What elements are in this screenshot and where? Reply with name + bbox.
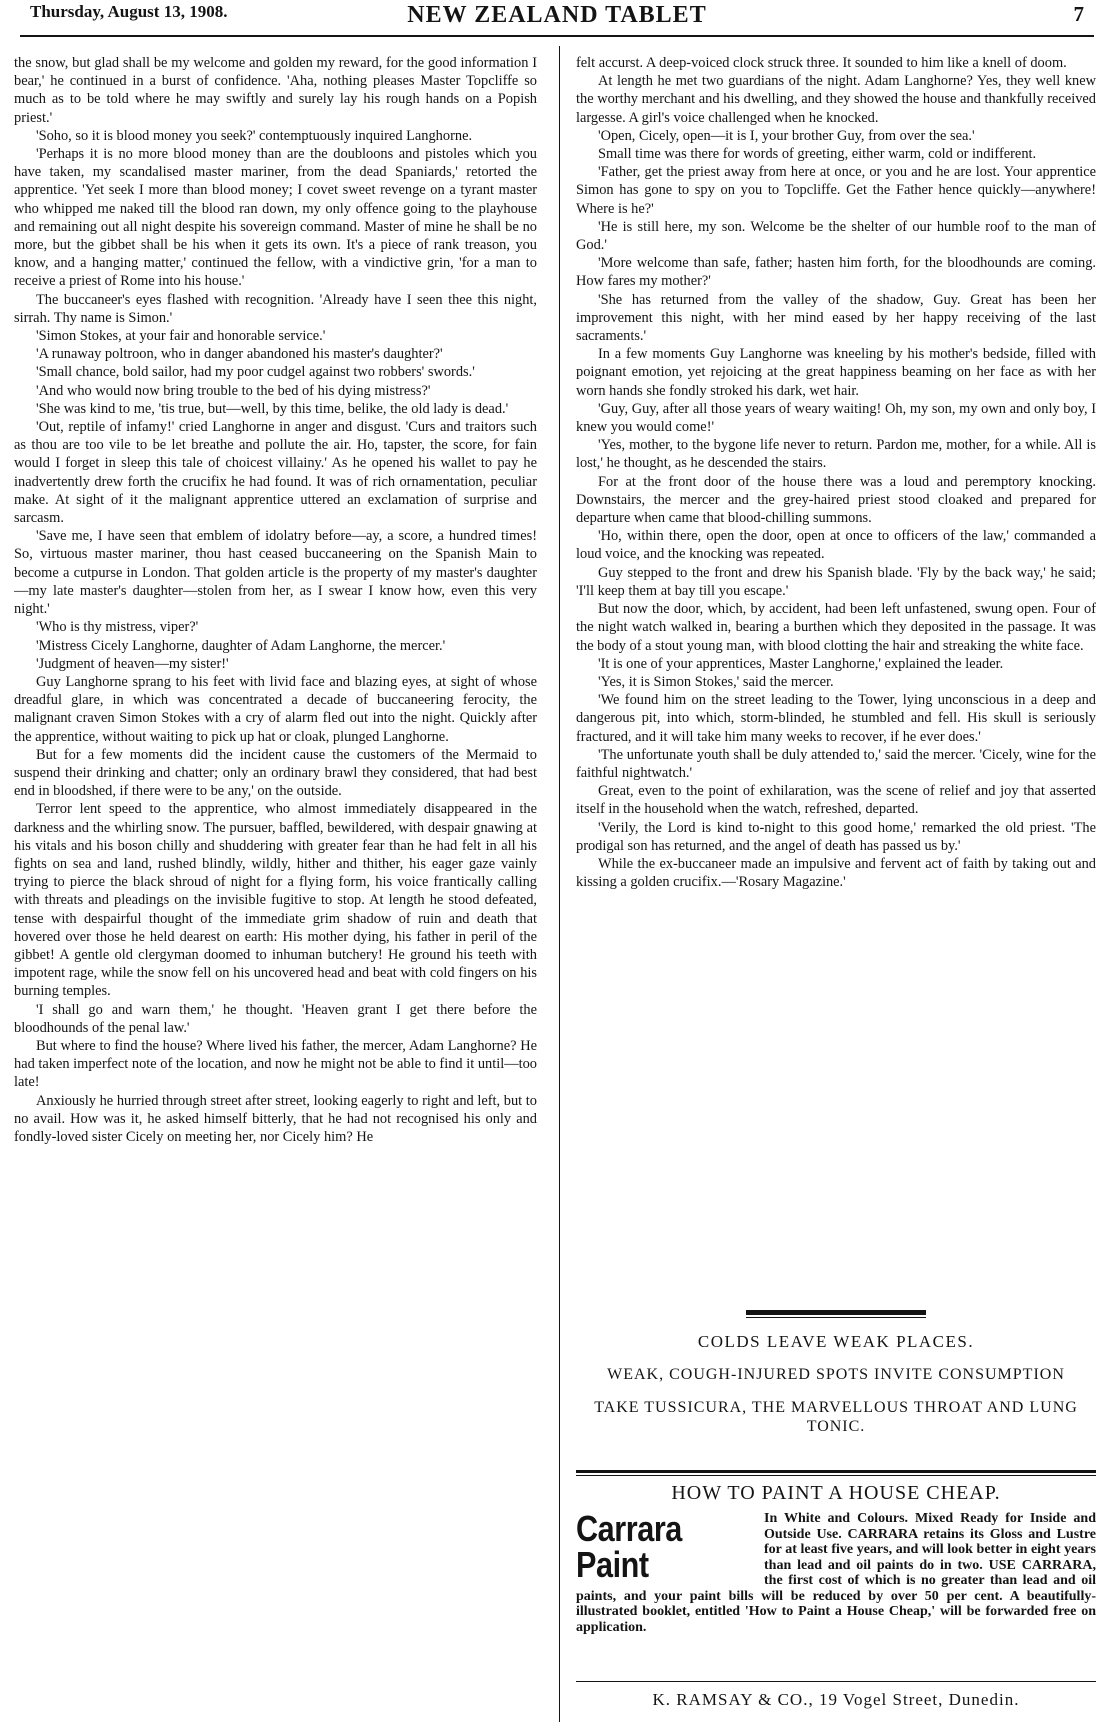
ad-line: WEAK, COUGH-INJURED SPOTS INVITE CONSUMPTION: [607, 1366, 1065, 1383]
ad-copy: In White and Colours. Mixed Ready for Inside and Outside Use. CARRARA retains its Gloss and Lustre for at least five years, and will look better in eight years than lead and oil paints do in two. USE CARRARA, the first cost of which is no greater than lead and oil paints, and your paint bills will be reduced by over 50 per cent. A beautifully-illustrated booklet, entitled 'How to Paint a House Cheap,' will be forwarded free on application.: [576, 1511, 1096, 1635]
paragraph: 'Who is thy mistress, viper?': [36, 619, 199, 636]
paragraph: 'And who would now bring trouble to the bed of his dying mistress?': [36, 382, 431, 399]
paragraph: 'More welcome than safe, father; hasten him forth, for the bloodhounds are coming. How fares my mother?': [576, 255, 1096, 290]
ad-rule: [746, 1317, 926, 1318]
paragraph: Great, even to the point of exhilaration, was the scene of relief and joy that asserted itself in the household when the watch, refreshed, departed.: [576, 783, 1096, 818]
paragraph: For at the front door of the house there was a loud and peremptory knocking. Downstairs, the mercer and the grey-haired priest stood cloaked and prepared for departure when came that blood-chilling summons.: [576, 473, 1096, 527]
page-number: 7: [1073, 2, 1084, 26]
paragraph: At length he met two guardians of the night. Adam Langhorne? Yes, they well knew the worthy merchant and his dwelling, and they showed the house and thankfully received largesse. A girl's voice challenged when he knocked.: [576, 73, 1096, 126]
paragraph: But for a few moments did the incident cause the customers of the Mermaid to suspend their drinking and chatter; only an ordinary brawl they considered, that had best end in bloodshed, if there were to be any,' on the outside.: [14, 746, 537, 800]
paragraph: 'Mistress Cicely Langhorne, daughter of Adam Langhorne, the mercer.': [36, 637, 446, 654]
paragraph: the snow, but glad shall be my welcome and golden my reward, for the good information I bear,' he continued in a burst of confidence. 'Aha, nothing pleases Master Topcliffe so much as to be told where he may swiftly and surely lay his rough hands on a Popish priest.': [14, 55, 537, 126]
carrara-paint-advertisement: [576, 1470, 1096, 1720]
paragraph: In a few moments Guy Langhorne was kneeling by his mother's bedside, filled with poignant emotion, yet rejoicing at the great happiness beaming on her face as with her worn hands she fondly stroked his dark, wet hair.: [576, 346, 1096, 399]
ad-rule: [576, 1470, 1096, 1473]
paragraph: 'She was kind to me, 'tis true, but—well, by this time, belike, the old lady is dead.': [36, 400, 509, 417]
paragraph: Anxiously he hurried through street after street, looking eagerly to right and left, but to no avail. How was it, he asked himself bitterly, that he had not recognised his only and fondly-loved sister Cicely on meeting her, nor Cicely him? He: [14, 1092, 537, 1145]
paragraph: 'Yes, it is Simon Stokes,' said the mercer.: [598, 673, 834, 690]
ad-line: TAKE TUSSICURA, THE MARVELLOUS THROAT AND LUNG TONIC.: [594, 1399, 1078, 1435]
issue-date: Thursday, August 13, 1908.: [30, 2, 228, 21]
paragraph: 'Simon Stokes, at your fair and honorable service.': [36, 328, 326, 345]
paragraph: The buccaneer's eyes flashed with recognition. 'Already have I seen thee this night, sirrah. Thy name is Simon.': [14, 291, 537, 326]
tussicura-advertisement: [576, 1310, 1096, 1436]
newspaper-title: NEW ZEALAND TABLET: [407, 2, 707, 28]
brand-name: Carrara Paint: [576, 1508, 682, 1585]
paragraph: But now the door, which, by accident, had been left unfastened, swung open. Four of the night watch walked in, bearing a burthen which they deposited in the passage. It was the body of a stout young man, with blood clotting the hair and streaking the white face.: [576, 601, 1096, 654]
paragraph: But where to find the house? Where lived his father, the mercer, Adam Langhorne? He had taken imperfect note of the location, and now he might not be able to find it until—too late!: [14, 1037, 537, 1091]
masthead: [0, 0, 1114, 30]
paragraph: 'I shall go and warn them,' he thought. 'Heaven grant I get there before the bloodhounds of the penal law.': [14, 1001, 537, 1036]
paragraph: 'Verily, the Lord is kind to-night to this good home,' remarked the old priest. 'The prodigal son has returned, and the angel of death has passed us by.': [576, 819, 1096, 854]
paragraph: 'Perhaps it is no more blood money than are the doubloons and pistoles which you have taken, my scandalised master mariner, from the dead Spaniards,' retorted the apprentice. 'Yet seek I more than blood money; I covet sweet revenge on a tyrant master who whipped me naked till the blood ran down, my only offence going to the playhouse and remaining out all night despite his sovereign command. Master of mine he shall be no more, but the gibbet shall be his when it gets its own. It's a piece of rank treason, you know, and a hanging matter,' continued the fellow, with a vindictive grin, 'for a man to receive a priest of Rome into his house.': [14, 146, 537, 290]
paragraph: 'Small chance, bold sailor, had my poor cudgel against two robbers' swords.': [36, 364, 475, 381]
ad-body: [576, 1508, 1096, 1635]
paragraph: Guy stepped to the front and drew his Spanish blade. 'Fly by the back way,' he said; 'I'll keep them at bay till you escape.': [576, 564, 1096, 599]
paragraph: 'A runaway poltroon, who in danger abandoned his master's daughter?': [36, 346, 443, 363]
paragraph: 'Father, get the priest away from here at once, or you and he are lost. Your apprentice Simon has gone to spy on you to Topcliffe. Get the Father hence quickly—anywhere! Where is he?': [576, 164, 1096, 217]
paragraph: Small time was there for words of greeting, either warm, cold or indifferent.: [598, 146, 1037, 163]
column-divider: [559, 46, 560, 1722]
paragraph: 'Save me, I have seen that emblem of idolatry before—ay, a score, a hundred times! So, virtuous master mariner, thou hast ceased buccaneering on the Spanish Main to become a cutpurse in London. That golden article is the property of my master's daughter—my late master's daughter—stolen from her, as I swear I know how, even this very night.': [14, 528, 537, 618]
paragraph: 'Ho, within there, open the door, open at once to officers of the law,' commanded a loud voice, and the knocking was repeated.: [576, 528, 1096, 563]
paragraph: 'We found him on the street leading to the Tower, lying unconscious in a deep and dangerous pit, into which, storm-blinded, he stumbled and fell. His skull is seriously fractured, and it will take him many weeks to recover, if he ever does.': [576, 692, 1096, 745]
paragraph: 'Open, Cicely, open—it is I, your brother Guy, from over the sea.': [598, 127, 975, 144]
paragraph: 'Soho, so it is blood money you seek?' contemptuously inquired Langhorne.: [36, 127, 473, 144]
paragraph: While the ex-buccaneer made an impulsive and fervent act of faith by taking out and kissing a golden crucifix.—'Rosary Magazine.': [576, 855, 1096, 891]
header-rule: [20, 35, 1094, 37]
paragraph: Terror lent speed to the apprentice, who almost immediately disappeared in the darkness and the whirling snow. The pursuer, baffled, bewildered, with despair gnawing at his vitals and his boson chilly and shuddering with greater fear than he had felt in all his fights on sea and land, rushed blindly, wildly, hither and thither, his eager gaze vainly trying to pierce the black shroud of night for a flying form, his voice frantically calling with threats and pleadings on the invisible fugitive to stop. At length he stood defeated, tense with despairful thought of the immediate grim shadow of ruin and death that hovered over those he held dearest on earth: His mother dying, his father in peril of the gibbet! A gentle old clergyman doomed to inhuman butchery! He ground his teeth with impotent rage, while the snow fell on his uncovered head and beat with cold fingers on his burning temples.: [14, 801, 537, 1000]
ad-footer: K. RAMSAY & CO., 19 Vogel Street, Dunedin.: [576, 1681, 1096, 1720]
ad-heading: HOW TO PAINT A HOUSE CHEAP.: [671, 1482, 1001, 1504]
paragraph: 'She has returned from the valley of the shadow, Guy. Great has been her improvement this night, with her mind eased by her happy receiving of the last sacraments.': [576, 291, 1096, 345]
story-column-left: [14, 54, 537, 1724]
ad-heading: COLDS LEAVE WEAK PLACES.: [697, 1332, 975, 1351]
paragraph: 'Judgment of heaven—my sister!': [36, 655, 229, 672]
paragraph: 'He is still here, my son. Welcome be the shelter of our humble roof to the man of God.': [576, 218, 1096, 254]
paragraph: 'Guy, Guy, after all those years of weary waiting! Oh, my son, my own and only boy, I knew you would come!': [576, 400, 1096, 436]
paragraph: Guy Langhorne sprang to his feet with livid face and blazing eyes, at sight of whose dreadful glare, in which was concentrated a decade of buccaneering ferocity, the malignant craven Simon Stokes with a cry of alarm fled out into the night. Quickly after the apprentice, without waiting to pick up hat or cloak, plunged Langhorne.: [14, 673, 537, 745]
paragraph: 'Out, reptile of infamy!' cried Langhorne in anger and disgust. 'Curs and traitors such as thou are too vile to be let breathe and pollute the air. Ho, tapster, the score, for fain would I forget in sleep this tale of choicest villainy.' As he opened his wallet to pay he inadvertently drew forth the crucifix he had found. It was of rich ornamentation, peculiar make. At sight of it the malignant apprentice uttered an exclamation of surprise and sarcasm.: [14, 419, 537, 527]
ad-rule: [576, 1475, 1096, 1476]
paragraph: felt accurst. A deep-voiced clock struck three. It sounded to him like a knell of doom.: [576, 55, 1067, 71]
paragraph: 'The unfortunate youth shall be duly attended to,' said the mercer. 'Cicely, wine for the faithful nightwatch.': [576, 746, 1096, 781]
paragraph: 'It is one of your apprentices, Master Langhorne,' explained the leader.: [598, 655, 1004, 672]
story-column-right: [576, 54, 1096, 1314]
ad-rule: [746, 1310, 926, 1315]
paragraph: 'Yes, mother, to the bygone life never to return. Pardon me, mother, for a while. All is lost,' he thought, as he descended the stairs.: [576, 437, 1096, 472]
